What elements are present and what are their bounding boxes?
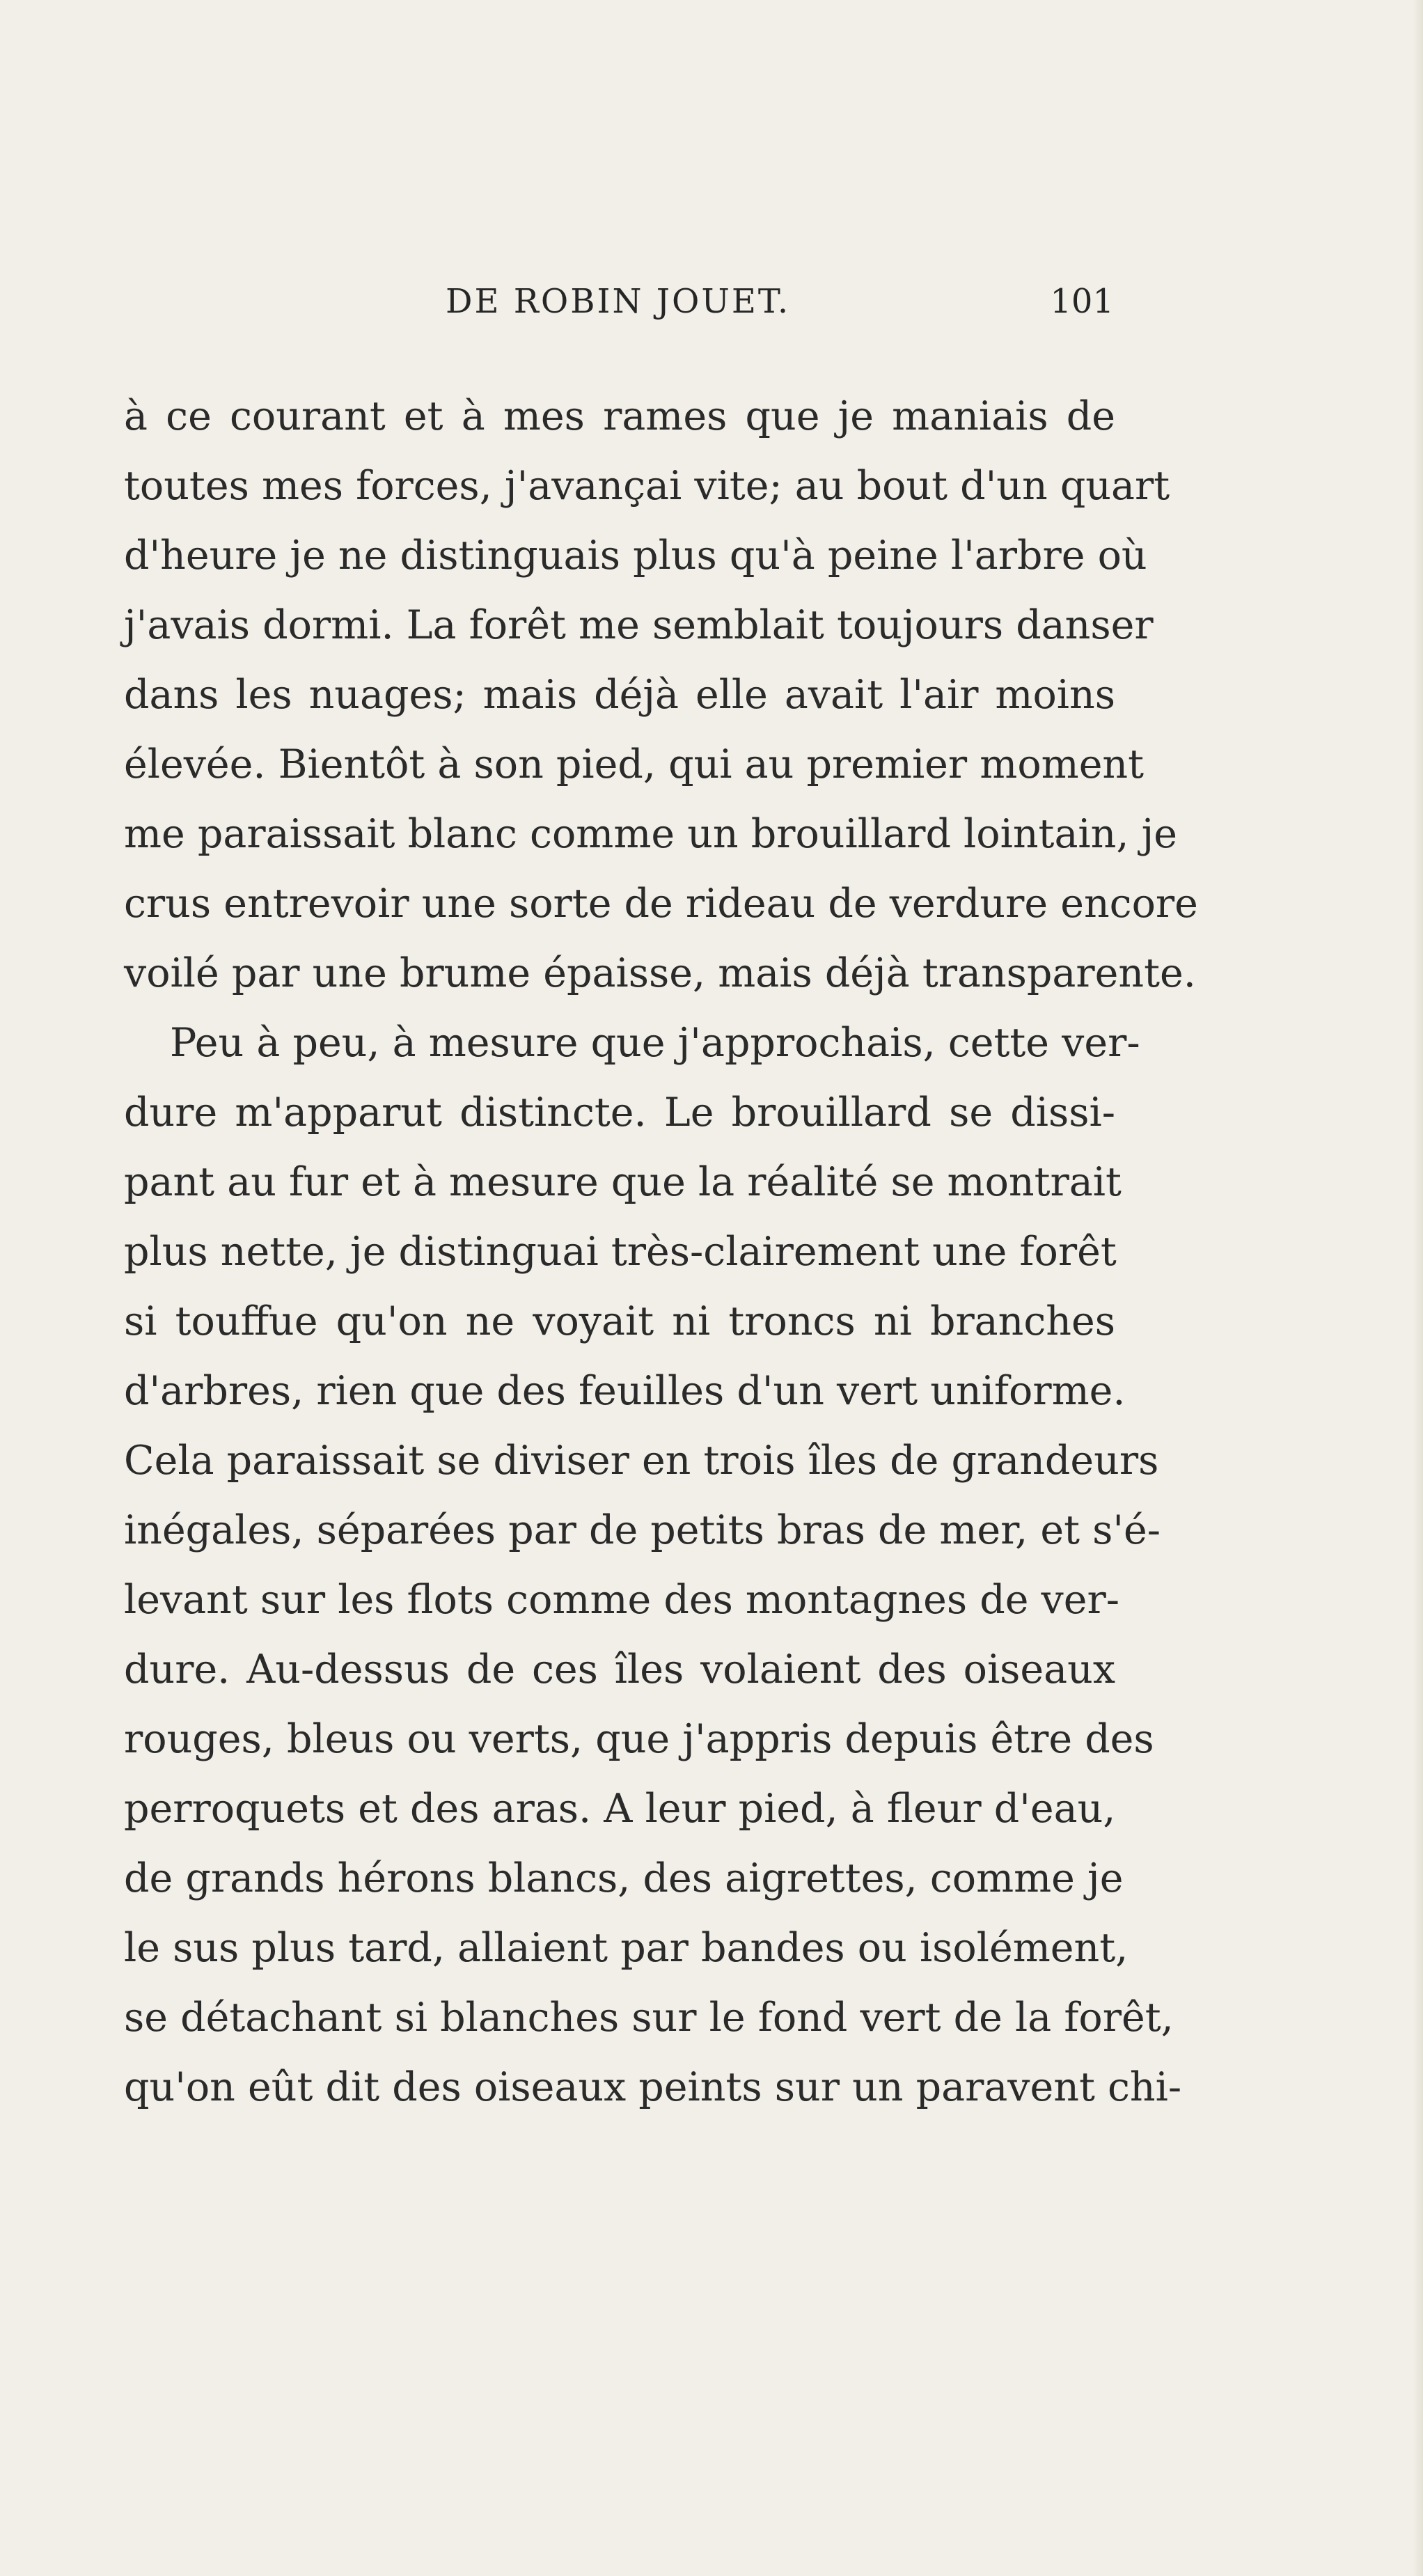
- text-line: inégales, séparées par de petits bras de mer, et s'é-: [124, 1507, 1161, 1553]
- page-edge-shadow: [1413, 0, 1423, 2576]
- text-line: rouges, bleus ou verts, que j'appris depuis être des: [124, 1716, 1154, 1762]
- text-line: de grands hérons blancs, des aigrettes, comme je: [124, 1855, 1124, 1901]
- text-line: dans les nuages; mais déjà elle avait l'air moins: [124, 672, 1115, 718]
- text-line: dure. Au-dessus de ces îles volaient des oiseaux: [124, 1647, 1115, 1693]
- text-line: j'avais dormi. La forêt me semblait toujours danser: [124, 602, 1154, 648]
- running-header: [446, 277, 1114, 326]
- paragraph-start-line: Peu à peu, à mesure que j'approchais, cette ver-: [170, 1020, 1140, 1066]
- running-title: DE ROBIN JOUET.: [446, 282, 791, 321]
- text-line: toutes mes forces, j'avançai vite; au bout d'un quart: [124, 463, 1170, 509]
- text-line: levant sur les flots comme des montagnes de ver-: [124, 1577, 1119, 1623]
- text-line: si touffue qu'on ne voyait ni troncs ni branches: [124, 1298, 1115, 1344]
- text-line: dure m'apparut distincte. Le brouillard se dissi-: [124, 1090, 1115, 1136]
- text-line: plus nette, je distinguai très-clairement une forêt: [124, 1229, 1117, 1275]
- text-line: me paraissait blanc comme un brouillard lointain, je: [124, 811, 1178, 857]
- text-line: se détachant si blanches sur le fond vert de la forêt,: [124, 1995, 1174, 2041]
- text-line: pant au fur et à mesure que la réalité se montrait: [124, 1159, 1122, 1205]
- text-line: crus entrevoir une sorte de rideau de verdure encore: [124, 881, 1198, 927]
- text-line: à ce courant et à mes rames que je maniais de: [124, 393, 1115, 439]
- body-text: [124, 382, 1198, 2122]
- text-line: Cela paraissait se diviser en trois îles de grandeurs: [124, 1438, 1159, 1484]
- text-line: d'arbres, rien que des feuilles d'un vert uniforme.: [124, 1368, 1126, 1414]
- text-line: le sus plus tard, allaient par bandes ou isolément,: [124, 1925, 1129, 1971]
- text-line: perroquets et des aras. A leur pied, à fleur d'eau,: [124, 1786, 1116, 1832]
- text-line: qu'on eût dit des oiseaux peints sur un paravent chi-: [124, 2064, 1182, 2110]
- text-line: voilé par une brume épaisse, mais déjà transparente.: [124, 950, 1196, 996]
- page-number: 101: [1050, 282, 1114, 321]
- text-line: d'heure je ne distinguais plus qu'à peine l'arbre où: [124, 533, 1147, 579]
- text-line: élevée. Bientôt à son pied, qui au premier moment: [124, 741, 1145, 787]
